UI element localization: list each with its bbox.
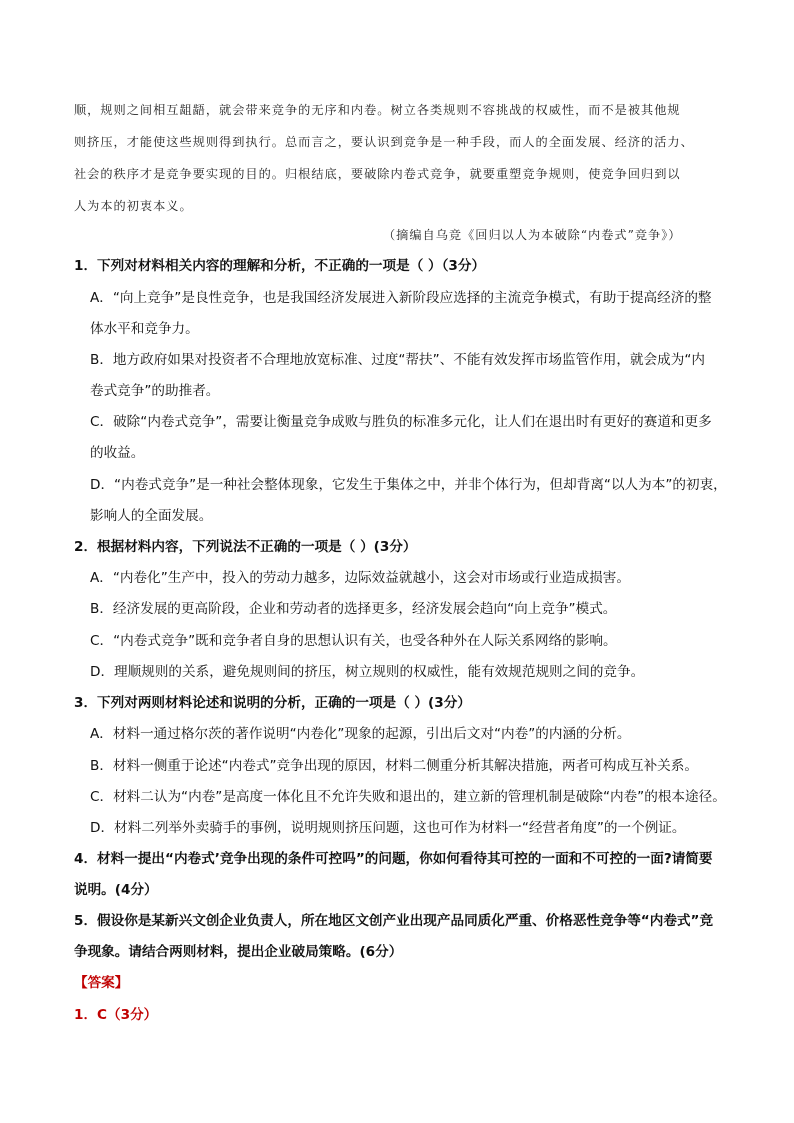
question-5-stem-cont: 争现象。请结合两则材料，提出企业破局策略。(6分） [74,944,403,960]
q2-option-a: A．“内卷化”生产中，投入的劳动力越多，边际效益就越小，这会对市场或行业造成损害。 [90,570,630,586]
q1-option-b: B．地方政府如果对投资者不合理地放宽标准、过度“帮扶”、不能有效发挥市场监管作用，就会成为“内 [90,352,705,368]
passage-line: 则挤压，才能使这些规则得到执行。总而言之，要认识到竞争是一种手段，而人的全面发展、经济的活力、 [74,135,694,149]
q2-option-c: C．“内卷式竞争”既和竞争者自身的思想认识有关，也受各种外在人际关系网络的影响。 [90,633,617,649]
passage-line: 社会的秩序才是竞争要实现的目的。归根结底，要破除内卷式竞争，就要重塑竞争规则，使竞争回归到以 [74,167,681,181]
q2-option-d: D．理顺规则的关系，避免规则间的挤压，树立规则的权威性，能有效规范规则之间的竞争。 [90,664,645,680]
q3-option-b: B．材料一侧重于论述“内卷式”竞争出现的原因，材料二侧重分析其解决措施，两者可构成互补关系。 [90,758,698,774]
question-2-stem: 2．根据材料内容，下列说法不正确的一项是（ ）(3分） [74,539,417,555]
question-1-stem: 1．下列对材料相关内容的理解和分析，不正确的一项是（ ）（3分） [74,258,486,274]
q3-option-a: A．材料一通过格尔茨的著作说明“内卷化”现象的起源，引出后文对“内卷”的内涵的分析。 [90,726,631,742]
q1-option-a: A．“向上竞争”是良性竞争，也是我国经济发展进入新阶段应选择的主流竞争模式，有助于提高经济的整 [90,290,712,306]
answer-1: 1．C（3分） [74,1007,158,1023]
question-4-stem-cont: 说明。(4分） [74,882,158,898]
q2-option-b: B．经济发展的更高阶段，企业和劳动者的选择更多，经济发展会趋向“向上竞争”模式。 [90,601,617,617]
answer-heading: 【答案】 [74,975,129,991]
q1-option-c-cont: 的收益。 [90,445,145,461]
q3-option-d: D．材料二列举外卖骑手的事例，说明规则挤压问题，这也可作为材料一“经营者角度”的一个例证。 [90,820,686,836]
question-5-stem: 5．假设你是某新兴文创企业负责人，所在地区文创产业出现产品同质化严重、价格恶性竞争等“内卷式”竞 [74,913,714,929]
q1-option-d-cont: 影响人的全面发展。 [90,508,213,524]
question-3-stem: 3．下列对两则材料论述和说明的分析，正确的一项是（ ）(3分） [74,695,471,711]
question-4-stem: 4．材料一提出“内卷式’竞争出现的条件可控吗”的问题，你如何看待其可控的一面和不可控的一面?请简要 [74,851,713,867]
q1-option-a-cont: 体水平和竞争力。 [90,321,199,337]
q1-option-b-cont: 卷式竞争”的助推者。 [90,383,220,399]
q1-option-d: D．“内卷式竞争”是一种社会整体现象，它发生于集体之中，并非个体行为，但却背离“以人为本”的初衷， [90,477,727,493]
passage-source: （摘编自乌竞《回归以人为本破除“内卷式”竞争》） [383,228,682,242]
passage-line: 顺，规则之间相互龃龉，就会带来竞争的无序和内卷。树立各类规则不容挑战的权威性，而不是被其他规 [74,103,681,117]
q1-option-c: C．破除“内卷式竞争”，需要让衡量竞争成败与胜负的标准多元化，让人们在退出时有更好的赛道和更多 [90,414,712,430]
q3-option-c: C．材料二认为“内卷”是高度一体化且不允许失败和退出的，建立新的管理机制是破除“内卷”的根本途径。 [90,789,726,805]
passage-line: 人为本的初衷本义。 [74,199,193,213]
